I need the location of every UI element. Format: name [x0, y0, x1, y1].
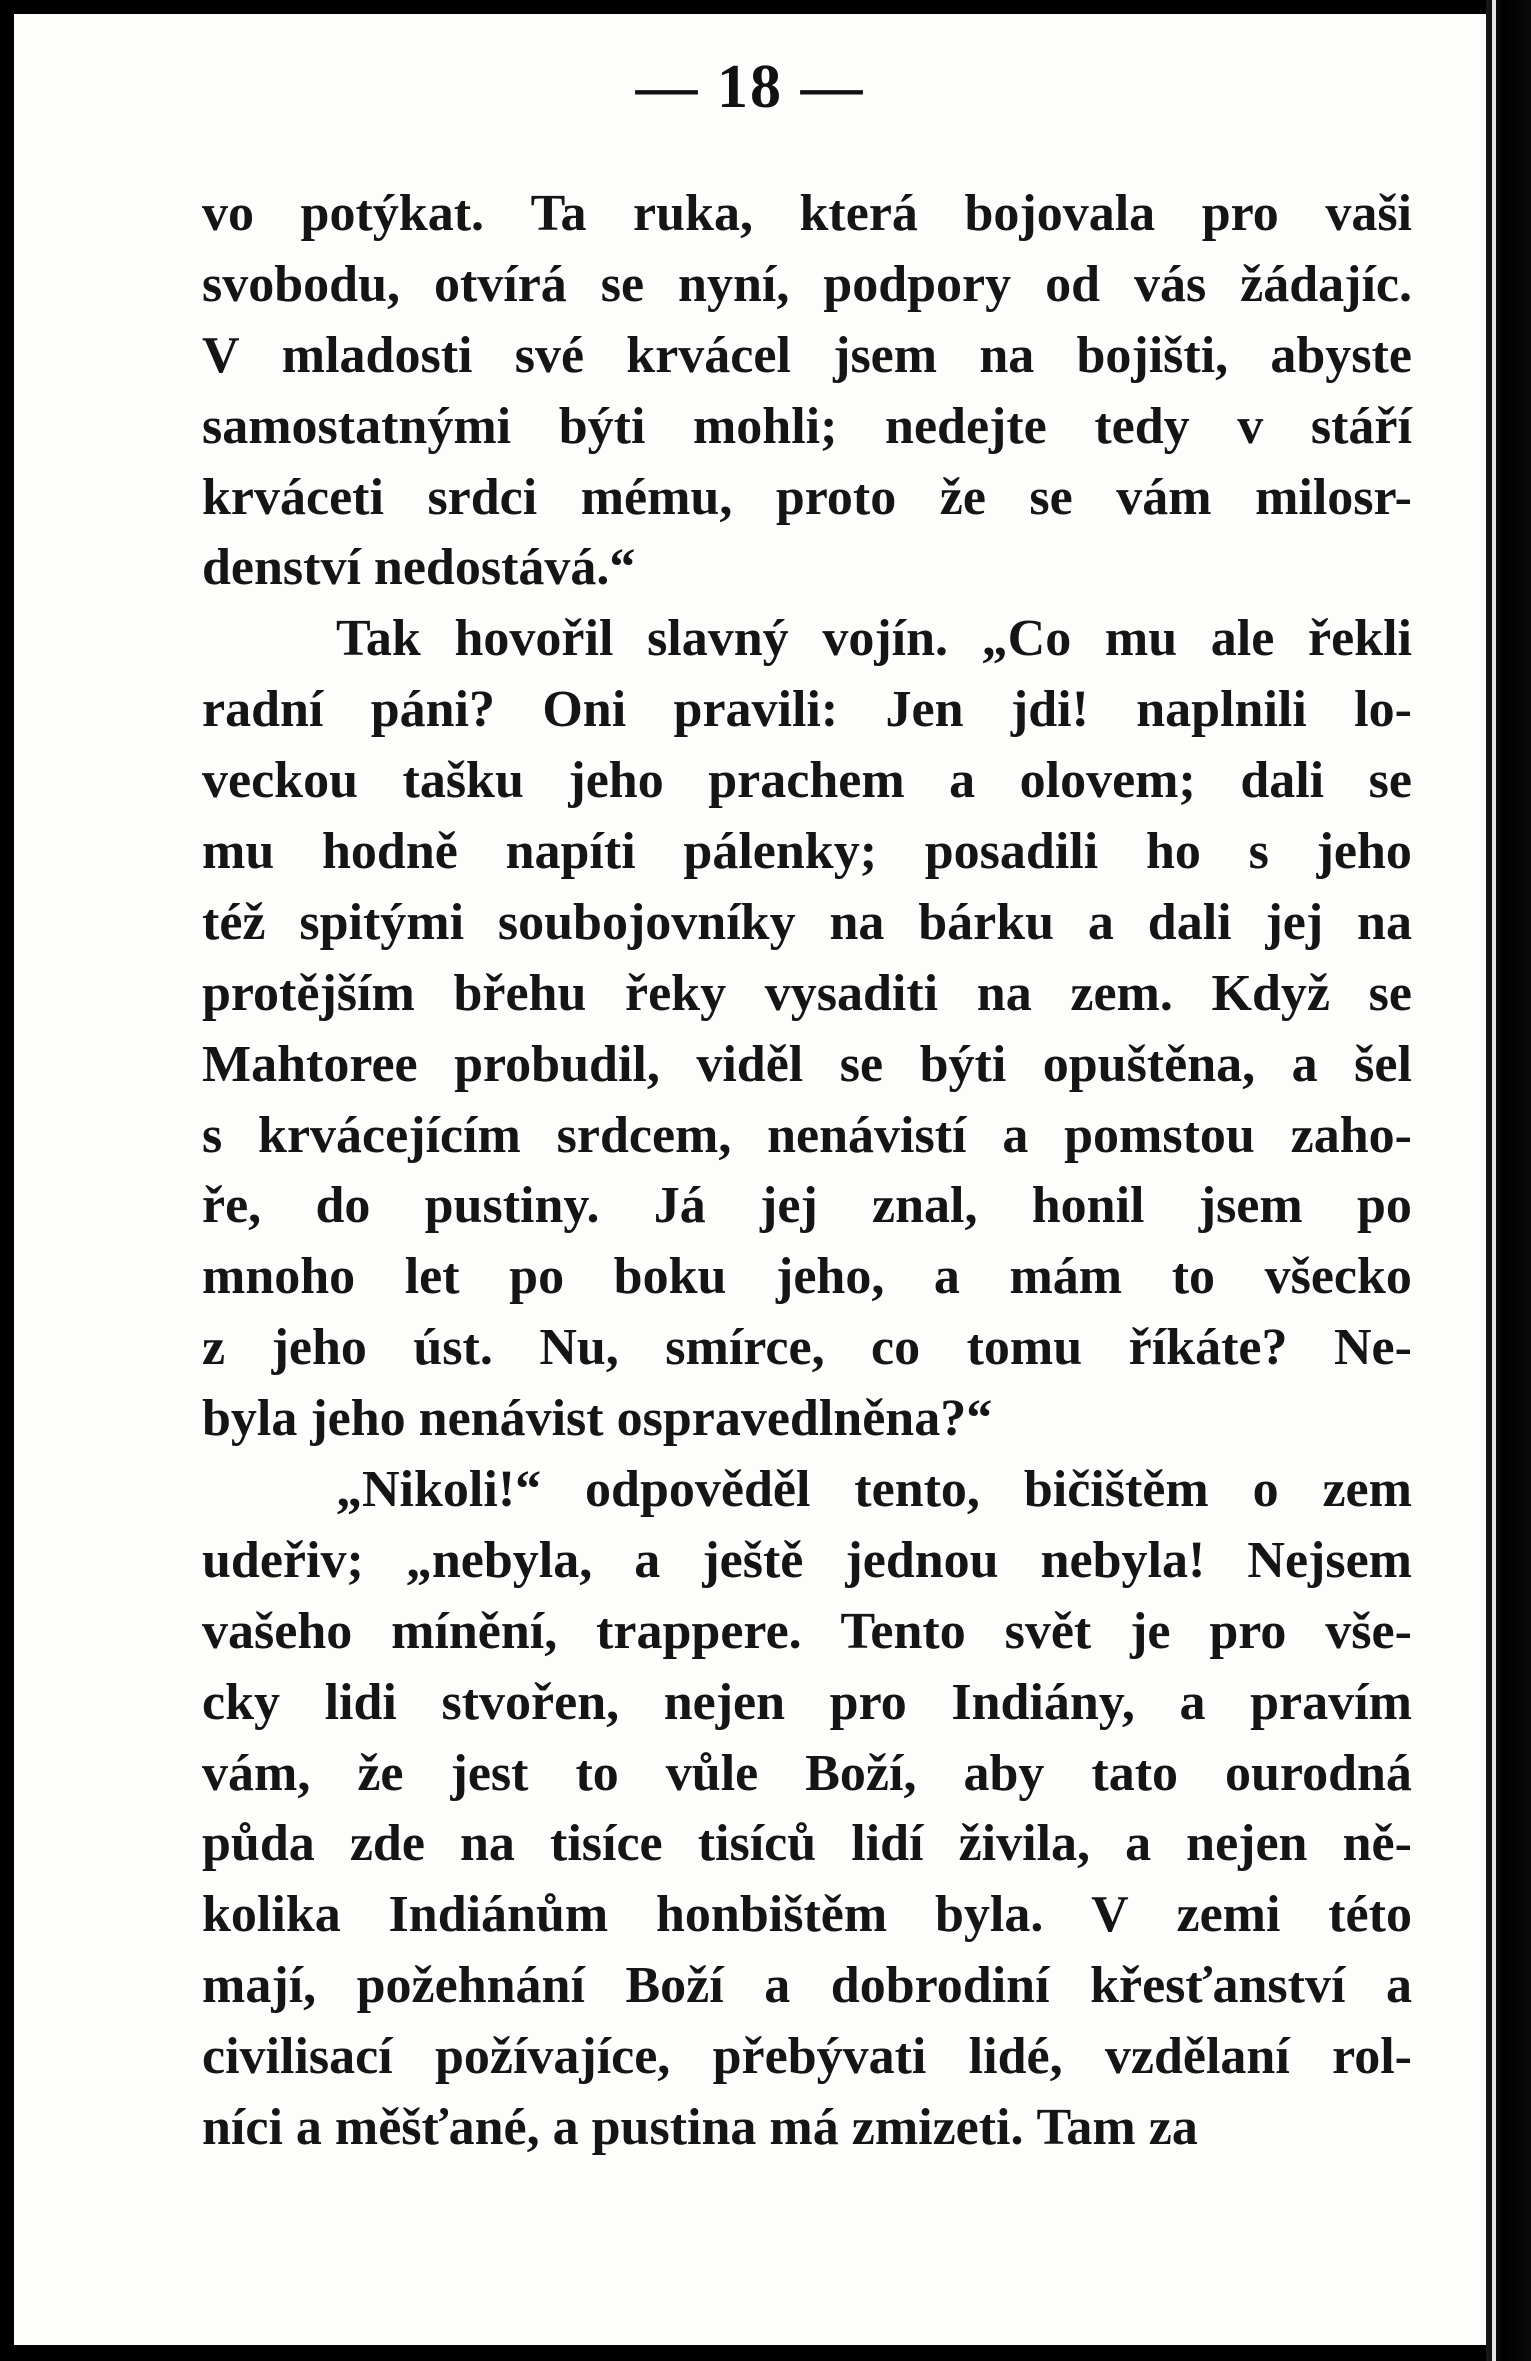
text-line: též spitými soubojovníky na bárku a dali jej na: [202, 893, 1412, 951]
text-line: mnoho let po boku jeho, a mám to všecko: [202, 1248, 1412, 1306]
text-line: V mladosti své krvácel jsem na bojišti, abyste: [202, 326, 1412, 384]
text-line: mají, požehnání Boží a dobrodiní křesťanství a: [202, 1957, 1412, 2015]
text-line: veckou tašku jeho prachem a olovem; dali se: [202, 752, 1412, 810]
text-line: byla jeho nenávist ospravedlněna?“: [202, 1390, 993, 1448]
text-line: vám, že jest to vůle Boží, aby tato ourodná: [202, 1744, 1412, 1802]
text-line: Mahtoree probudil, viděl se býti opuštěna, a šel: [202, 1035, 1412, 1093]
text-line: samostatnými býti mohli; nedejte tedy v stáří: [202, 397, 1412, 455]
text-line: vašeho mínění, trappere. Tento svět je pro vše-: [202, 1602, 1412, 1660]
text-line: půda zde na tisíce tisíců lidí živila, a nejen ně-: [202, 1815, 1412, 1873]
text-line: z jeho úst. Nu, smírce, co tomu říkáte? Ne-: [202, 1319, 1412, 1377]
text-line: „Nikoli!“ odpověděl tento, bičištěm o zem: [336, 1461, 1412, 1519]
page-number: — 18 —: [635, 53, 865, 121]
text-line: denství nedostává.“: [202, 539, 636, 597]
text-line: radní páni? Oni pravili: Jen jdi! naplnili lo-: [202, 681, 1412, 739]
body-text: [202, 179, 1412, 2164]
text-line: kolika Indiánům honbištěm byla. V zemi této: [202, 1886, 1412, 1944]
text-line: ře, do pustiny. Já jej znal, honil jsem po: [202, 1177, 1412, 1235]
text-line: udeřiv; „nebyla, a ještě jednou nebyla! Nejsem: [202, 1531, 1412, 1589]
text-line: níci a měšťané, a pustina má zmizeti. Tam za: [202, 2099, 1198, 2157]
text-line: protějším břehu řeky vysaditi na zem. Když se: [202, 964, 1412, 1022]
text-line: mu hodně napíti pálenky; posadili ho s jeho: [202, 823, 1412, 881]
text-line: civilisací požívajíce, přebývati lidé, vzdělaní rol-: [202, 2028, 1412, 2086]
text-line: cky lidi stvořen, nejen pro Indiány, a pravím: [202, 1673, 1412, 1731]
text-line: vo potýkat. Ta ruka, která bojovala pro vaši: [202, 185, 1412, 242]
text-line: s krvácejícím srdcem, nenávistí a pomstou zaho-: [202, 1106, 1412, 1164]
page-edge: [1486, 0, 1531, 2361]
book-page: [14, 14, 1486, 2345]
text-line: svobodu, otvírá se nyní, podpory od vás žádajíc.: [202, 255, 1412, 313]
text-line: krváceti srdci mému, proto že se vám milosr-: [202, 468, 1412, 526]
text-line: Tak hovořil slavný vojín. „Co mu ale řekli: [336, 610, 1412, 668]
